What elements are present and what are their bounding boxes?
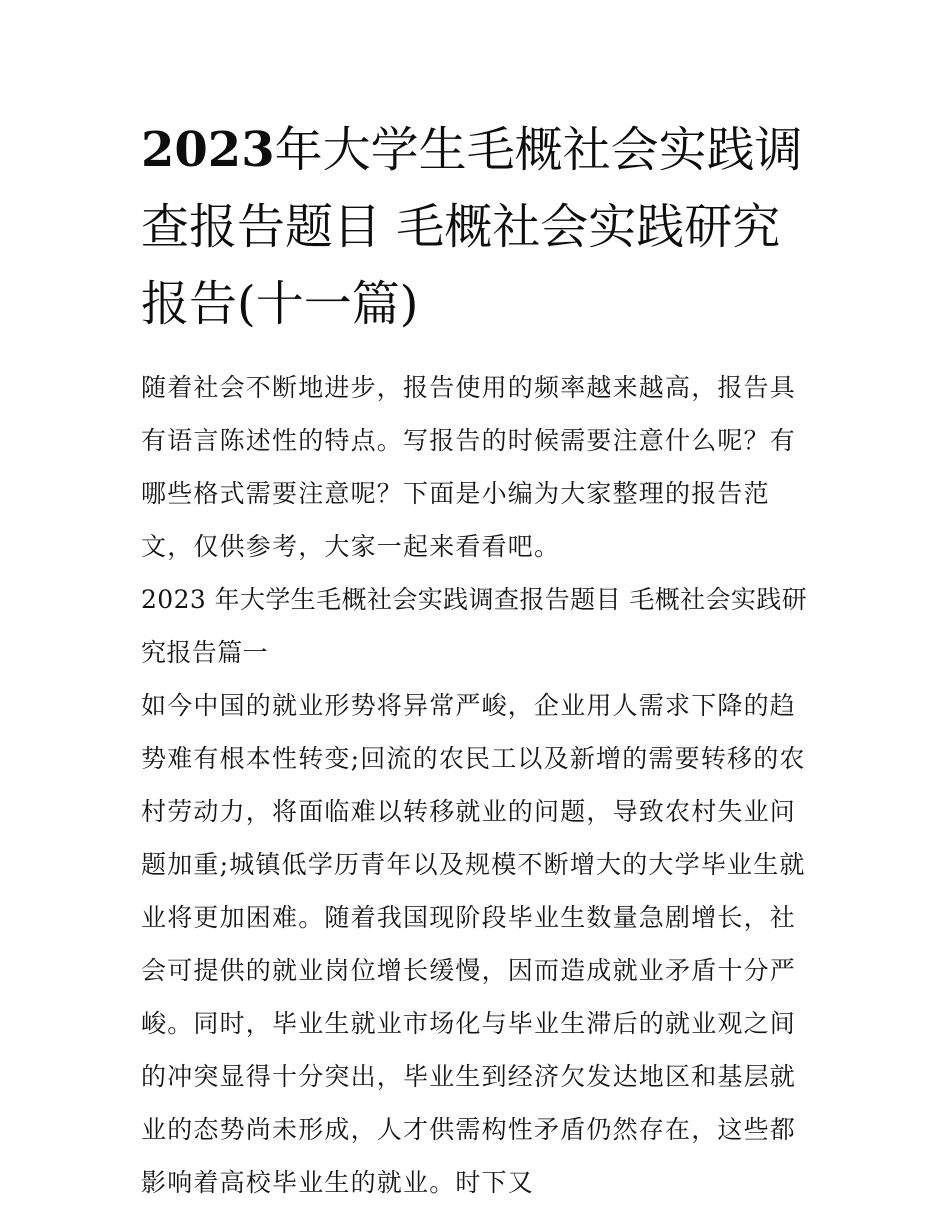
intro-paragraph: 随着社会不断地进步，报告使用的频率越来越高，报告具有语言陈述性的特点。写报告的时候需要注意什么呢？有哪些格式需要注意呢？下面是小编为大家整理的报告范文，仅供参考，大家一起来看看吧。: [141, 373, 797, 561]
body-paragraph: 如今中国的就业形势将异常严峻，企业用人需求下降的趋势难有根本性转变;回流的农民工以及新增的需要转移的农村劳动力，将面临难以转移就业的问题，导致农村失业问题加重;城镇低学历青年以及规模不断增大的大学毕业生就业将更加困难。随着我国现阶段毕业生数量急剧增长，社会可提供的就业岗位增长缓慢，因而造成就业矛盾十分严峻。同时，毕业生就业市场化与毕业生滞后的就业观之间的冲突显得十分突出，毕业生到经济欠发达地区和基层就业的态势尚未形成，人才供需构性矛盾仍然存在，这些都影响着高校毕业生的就业。时下又: [141, 691, 806, 1197]
document-content: [141, 112, 813, 1209]
title-year: 2023: [141, 122, 275, 178]
title-text: 年大学生毛概社会实践调查报告题目 毛概社会实践研究报告(十一篇): [141, 122, 803, 332]
document-title: [141, 112, 813, 343]
section-heading: 2023 年大学生毛概社会实践调查报告题目 毛概社会实践研究报告篇一: [141, 585, 808, 667]
